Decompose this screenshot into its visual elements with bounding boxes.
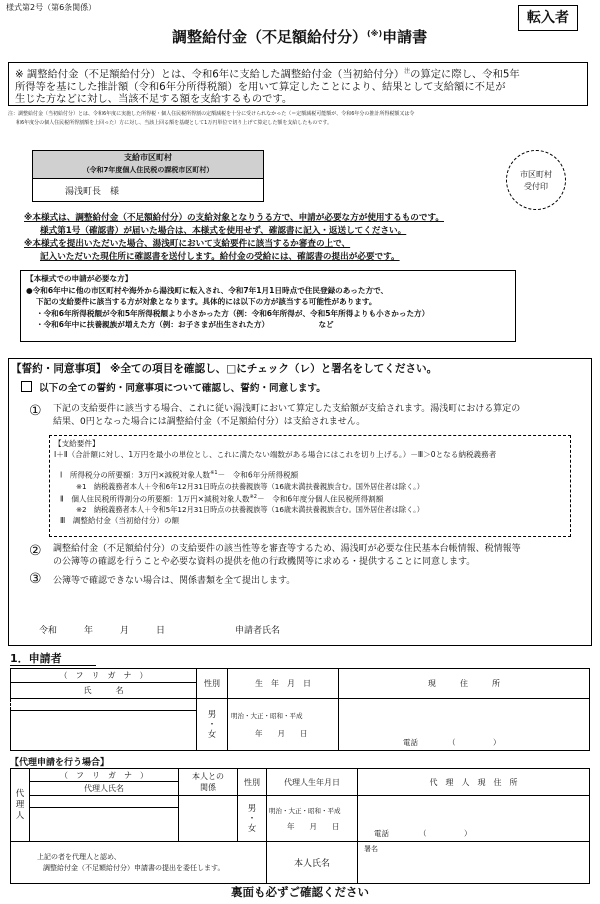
item3-number: ③ — [29, 571, 42, 587]
applicant-section-title: 1．申請者 — [10, 652, 62, 665]
applicant-table — [10, 668, 590, 751]
signer-label: 申請者氏名 — [235, 626, 281, 636]
item2-number: ② — [29, 543, 42, 559]
warnings: ※本様式は、調整給付金（不足額給付分）の支給対象となりうる方で、申請が必要な方が使用するものです。 様式第1号（確認書）が届いた場合は、本様式を使用せず、確認書に記入・返送してください。 ※本様式を提出いただいた場合、湯浅町において支給要件に該当するか審査の上で、 記入いただいた現住所に確認書を送付します。給付金の受給には、確認書の提出が必要です。 — [24, 213, 444, 262]
proxy-relation-header: 本人との 関係 — [179, 769, 238, 796]
proxy-address-field[interactable]: 電話 （ ） — [358, 796, 590, 842]
applicant-name-field[interactable] — [11, 711, 197, 751]
proxy-birth-header: 代理人生年月日 — [267, 769, 358, 796]
requirements-box: 【支給要件】 Ⅰ＋Ⅱ（合計額に対し、1万円を最小の単位とし、これに満たない端数がある場合にはこれを切り上げる。）－Ⅲ＞0となる納税義務者 Ⅰ 所得税分の所要額：3万円×減税対象人数$^{※1}$－ 令和6年分所得税額 ※1 納税義務者本人＋令和6年12月31日時点の扶養親族等（16歳未満扶養親族含む。国外居住者は除く。） Ⅱ 個人住民税所得割分の所要額：1万円×減税対象人数$^{※2}$－ 令和6年度分個人住民税所得割額 ※2 納税義務者本人＋令和5年12月31日時点の扶養親族等（16歳未満扶養親族含む。国外居住者は除く。） Ⅲ 調整給付金（当初給付分）の額 — [49, 435, 571, 537]
principal-name-label: 本人氏名 — [267, 842, 358, 884]
form-title: 調整給付金（不足額給付分）(※)申請書 — [172, 28, 428, 46]
oath-header: 【誓約・同意事項】 ※全ての項目を確認し、□にチェック（レ）と署名をしてください。 — [11, 363, 438, 375]
applicant-gender-header: 性別 — [197, 669, 228, 699]
proxy-furigana-field[interactable] — [30, 796, 179, 808]
applicant-birth-field[interactable]: 明治・大正・昭和・平成 年 月 日 — [228, 699, 339, 751]
addressee-box: 支給市区町村 （令和7年度個人住民税の課税市区町村） 湯浅町長 様 — [32, 150, 264, 202]
notice-box: ※ 調整給付金（不足額給付分）とは、令和6年に支給した調整給付金（当初給付分）$^注$の算定に際し、令和5年 所得等を基にした推計額（令和6年分所得税額）を用いて算定したことにより、結果として支給額に不足が 生じた方などに対し、当該不足する額を支給するものです。 — [8, 62, 588, 106]
item3-text: 公簿等で確認できない場合は、関係書類を全て提出します。 — [53, 576, 296, 586]
proxy-furigana-header: （ フ リ ガ ナ ） — [30, 769, 179, 782]
delegation-statement: 上記の者を代理人と認め、 調整給付金（不足額給付分）申請書の提出を委任します。 — [11, 842, 267, 884]
oath-date: 令和 年 月 日 — [39, 626, 166, 636]
item1-text: 下記の支給要件に該当する場合、これに従い湯浅町において算定した支給額が支給されます。湯浅町における算定の 結果、0円となった場合には調整給付金（不足額給付分）は支給されません。 — [53, 404, 521, 427]
item2-text: 調整給付金（不足額給付分）の支給要件の該当性等を審査等するため、湯浅町が必要な住民基本台帳情報、税情報等 の公簿等の確認を行うことや必要な資料の提供を他の行政機関等に求める・提供することに同意します。 — [53, 544, 521, 567]
form-number: 様式第2号（第6条関係） — [6, 3, 97, 12]
principal-signature-field[interactable]: 署名 — [358, 842, 590, 884]
item1-number: ① — [29, 403, 42, 419]
applicant-address-header: 現 住 所 — [339, 669, 590, 699]
oath-checkbox[interactable] — [21, 381, 32, 392]
applicant-address-field[interactable]: 電話 （ ） — [339, 699, 590, 751]
footer-note: 裏面も必ずご確認ください — [231, 885, 369, 899]
proxy-birth-field[interactable]: 明治・大正・昭和・平成 年 月 日 — [267, 796, 358, 842]
required-box: 【本様式での申請が必要な方】 ●令和6年中に他の市区町村や海外から湯浅町に転入され、令和7年1月1日時点で住民登録のあった方で、 下記の支給要件に該当する方が対象となります。具体的には以下の方が該当する可能性があります。 ・令和6年所得税額が令和5年所得税額より小さかった方（例：令和6年所得が、令和5年所得よりも小さかった方） ・令和6年中に扶養親族が増えた方（例：お子さまが出生された方） など — [20, 270, 516, 342]
applicant-furigana-header: （ フ リ ガ ナ ） — [11, 669, 197, 683]
proxy-name-header: 代理人氏名 — [30, 782, 179, 796]
applicant-furigana-field[interactable] — [11, 699, 197, 711]
reception-stamp: 市区町村 受付印 — [506, 150, 566, 210]
proxy-gender-field[interactable]: 男 ・ 女 — [238, 796, 267, 842]
applicant-gender-field[interactable]: 男 ・ 女 — [197, 699, 228, 751]
proxy-gender-header: 性別 — [238, 769, 267, 796]
proxy-name-field[interactable] — [30, 808, 179, 842]
oath-check-label: 以下の全ての誓約・同意事項について確認し、誓約・同意します。 — [39, 383, 326, 394]
note: 注：調整給付金（当初給付分）とは、令和6年度に実施した所得税・個人住民税所得割の定額減税を十分に受けられなかった（＝定額減税可能額が、令和6年分の推計所得税額又は令 和6年度分の個人住民税所得割額を上回った）方に対し、当該上回る額を基礎として1万円単位で切り上げて算定した額を支給したものです。 — [8, 111, 415, 126]
proxy-relation-field[interactable] — [179, 796, 238, 842]
applicant-birth-header: 生 年 月 日 — [228, 669, 339, 699]
oath-section — [8, 358, 592, 646]
transfer-badge: 転入者 — [518, 5, 578, 31]
addressee-name: 湯浅町長 様 — [65, 187, 120, 197]
section-underline — [10, 665, 96, 666]
applicant-name-header: 氏 名 — [11, 683, 197, 699]
proxy-section-title: 【代理申請を行う場合】 — [10, 758, 110, 768]
proxy-address-header: 代 理 人 現 住 所 — [358, 769, 590, 796]
proxy-table — [10, 768, 590, 884]
proxy-side-label: 代 理 人 — [11, 769, 30, 842]
